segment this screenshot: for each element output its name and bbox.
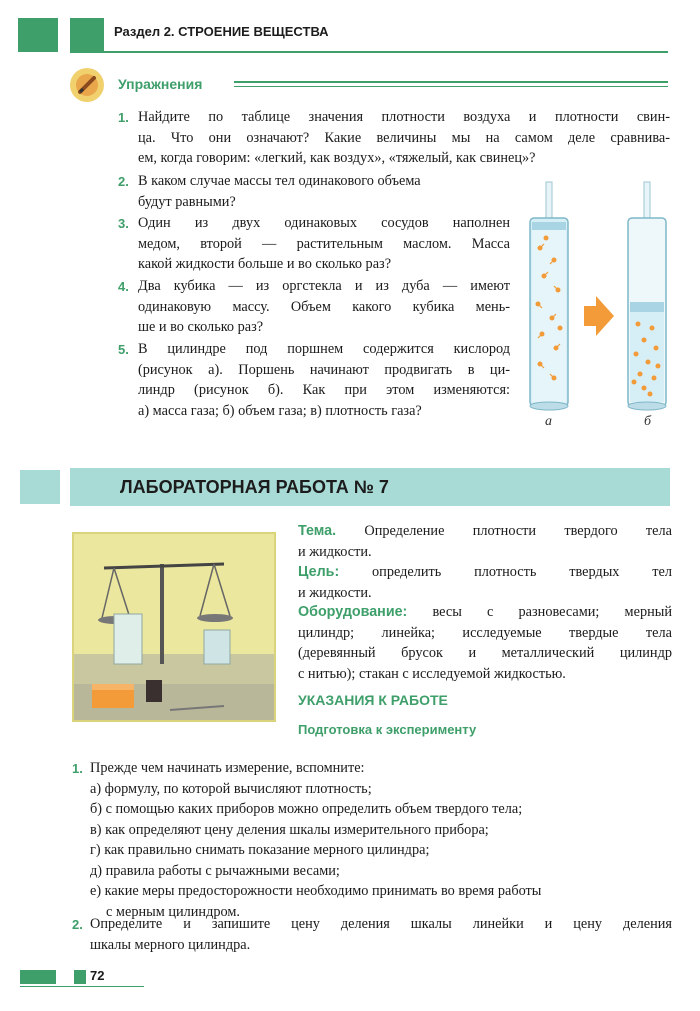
cylinder-figure [516, 178, 676, 438]
exercise-line: (рисунок а). Поршень начинают продвигать в ци- [138, 361, 510, 378]
exercises-rule [234, 81, 668, 83]
step-line: е) какие меры предосторожности необходимо принимать во время работы [90, 883, 542, 899]
arrow-right-icon [584, 296, 614, 336]
lab-goal [298, 562, 672, 603]
section-title: Раздел 2. СТРОЕНИЕ ВЕЩЕСТВА [114, 24, 329, 39]
exercise-item [118, 276, 510, 338]
prep-title: Подготовка к эксперименту [298, 722, 477, 737]
step-line: Определите и запишите цену деления шкалы линейки и цену деления [90, 916, 672, 932]
exercise-line: Два кубика — из оргстекла и из дуба — имеют [138, 278, 510, 294]
exercise-line: а) масса газа; б) объем газа; в) плотность газа? [138, 402, 422, 419]
exercise-line: ем, когда говорим: «легкий, как воздух», «тяжелый, как свинец»? [138, 150, 536, 166]
balance-photo [72, 532, 276, 722]
goal-label: Цель: [298, 564, 340, 580]
topic-line: Определение плотности твердого тела [364, 523, 672, 539]
step-line: с мерным цилиндром. [106, 903, 240, 920]
pencil-icon [70, 68, 104, 102]
instructions-title: УКАЗАНИЯ К РАБОТЕ [298, 692, 448, 708]
page-number: 72 [90, 968, 105, 983]
lab-equipment [298, 602, 672, 684]
figure-label-a: а [545, 414, 552, 429]
exercises-title: Упражнения [118, 76, 203, 92]
footer-divider [20, 986, 144, 987]
figure-label-b: б [644, 414, 652, 429]
step-number: 1. [72, 761, 83, 776]
lab-decor-square [20, 470, 60, 504]
step-line: в) как определяют цену деления шкалы измерительного прибора; [90, 821, 489, 838]
equipment-line: весы с разновесами; мерный [432, 604, 673, 620]
footer-decor-square [74, 970, 86, 984]
topic-line: и жидкости. [298, 543, 372, 560]
goal-line: определить плотность твердых тел [372, 564, 672, 580]
exercise-line: В каком случае массы тел одинакового объема [138, 173, 421, 189]
lab-step [72, 914, 672, 955]
step-line: Прежде чем начинать измерение, вспомните: [90, 760, 365, 776]
exercise-number: 2. [118, 174, 129, 189]
exercise-line: одинаковую массу. Объем какого кубика мень- [138, 298, 510, 315]
exercise-item [118, 107, 670, 169]
exercise-line: линдр (рисунок б). Как при этом изменяются: [138, 382, 510, 398]
equipment-line: цилиндр; линейка; исследуемые твердые тела [298, 624, 672, 641]
step-line: шкалы мерного цилиндра. [90, 936, 251, 953]
equipment-label: Оборудование: [298, 604, 408, 620]
topic-label: Тема. [298, 523, 337, 539]
exercise-line: Найдите по таблице значения плотности воздуха и плотности свин- [138, 109, 670, 125]
exercise-item [118, 339, 510, 421]
exercise-number: 4. [118, 279, 129, 294]
exercise-item [118, 213, 510, 275]
exercise-number: 1. [118, 110, 129, 125]
exercise-number: 5. [118, 342, 129, 357]
exercise-line: ца. Что они означают? Какие величины мы на самом деле сравнива- [138, 129, 670, 146]
footer-decor-bar [20, 970, 56, 984]
lab-step [72, 758, 672, 922]
goal-line: и жидкости. [298, 584, 372, 601]
exercise-line: медом, второй — растительным маслом. Масса [138, 235, 510, 252]
exercises-rule-thin [234, 86, 668, 87]
exercise-line: какой жидкости больше и во сколько раз? [138, 256, 392, 272]
piston-cylinders-illustration [516, 178, 676, 438]
exercise-item [118, 171, 510, 212]
step-line: а) формулу, по которой вычисляют плотность; [90, 780, 372, 797]
exercise-line: ше и во сколько раз? [138, 319, 264, 335]
equipment-line: (деревянный брусок и металлический цилиндр [298, 645, 672, 661]
header-decor-square [70, 18, 104, 52]
exercise-line: Один из двух одинаковых сосудов наполнен [138, 215, 510, 231]
exercise-number: 3. [118, 216, 129, 231]
lab-topic [298, 521, 672, 562]
header-divider [70, 51, 668, 53]
header-decor-block [18, 18, 58, 52]
step-number: 2. [72, 917, 83, 932]
cylinder-a [530, 182, 568, 410]
step-line: г) как правильно снимать показание мерного цилиндра; [90, 842, 430, 858]
step-line: б) с помощью каких приборов можно определить объем твердого тела; [90, 801, 523, 817]
cylinder-b [628, 182, 666, 410]
exercise-line: будут равными? [138, 193, 236, 210]
lab-title: ЛАБОРАТОРНАЯ РАБОТА № 7 [120, 477, 389, 497]
step-line: д) правила работы с рычажными весами; [90, 862, 340, 879]
exercise-line: В цилиндре под поршнем содержится кислород [138, 341, 510, 357]
equipment-line: с нитью); стакан с исследуемой жидкостью. [298, 665, 566, 682]
